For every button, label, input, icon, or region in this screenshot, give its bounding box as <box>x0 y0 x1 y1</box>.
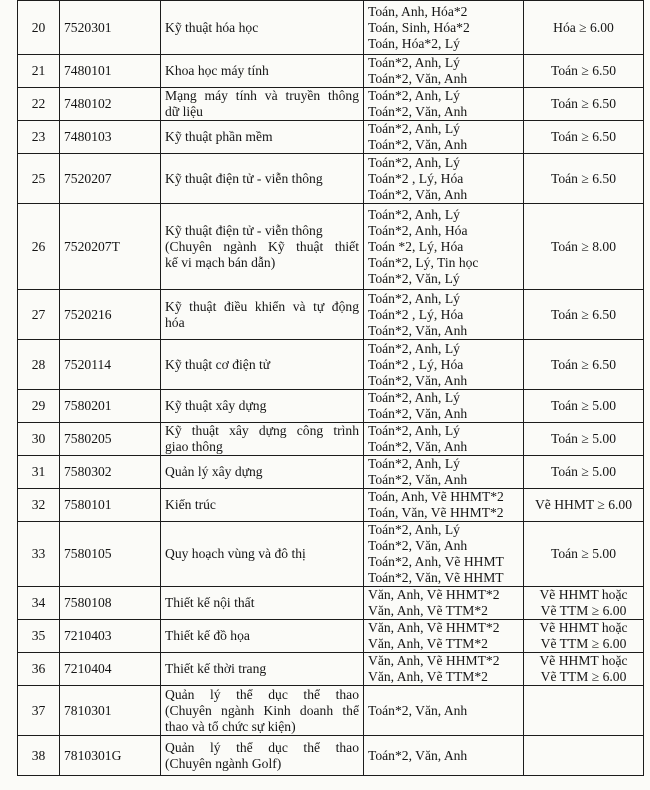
score-condition: Vẽ HHMT ≥ 6.00 <box>534 497 633 512</box>
major-name-cell <box>161 55 364 88</box>
table-row <box>18 121 644 154</box>
subject-combination: Toán*2, Anh, Lý <box>368 522 460 537</box>
table-row <box>18 290 644 340</box>
table-row <box>18 620 644 653</box>
score-condition-cell <box>524 686 644 736</box>
subject-combination-cell <box>364 423 524 456</box>
major-name-cell <box>161 620 364 653</box>
subject-combination-cell <box>364 587 524 620</box>
row-number-cell <box>18 686 60 736</box>
row-number: 29 <box>31 398 46 413</box>
row-number: 25 <box>31 170 46 186</box>
major-code-cell <box>60 340 161 390</box>
subject-combination: Toán*2, Văn, Anh <box>368 406 468 421</box>
subject-combination: Toán*2, Văn, Vẽ HHMT <box>368 570 504 585</box>
major-name-line: Quản lý thể dục thể thao <box>165 686 359 702</box>
major-name-cell <box>161 390 364 423</box>
subject-combination: Văn, Anh, Vẽ TTM*2 <box>368 636 488 651</box>
subject-combination-cell <box>364 686 524 736</box>
major-name-cell <box>161 686 364 736</box>
row-number-cell <box>18 489 60 522</box>
subject-combination: Toán*2, Anh, Lý <box>368 423 460 438</box>
row-number-cell <box>18 204 60 290</box>
major-name-cell <box>161 587 364 620</box>
table-row <box>18 522 644 587</box>
score-condition: Toán ≥ 6.50 <box>550 129 617 144</box>
major-name-cell <box>161 423 364 456</box>
major-code: 7810301G <box>64 747 122 763</box>
table-row <box>18 653 644 686</box>
row-number-cell <box>18 620 60 653</box>
subject-combination: Toán, Anh, Hóa*2 <box>368 3 468 19</box>
subject-combination-cell <box>364 522 524 587</box>
table-row <box>18 736 644 776</box>
subject-combination-cell <box>364 290 524 340</box>
major-code-cell <box>60 1 161 55</box>
subject-combination-cell <box>364 340 524 390</box>
major-name-line: (Chuyên ngành Golf) <box>165 755 282 771</box>
table-row <box>18 587 644 620</box>
subject-combination: Toán*2, Anh, Lý <box>368 290 460 306</box>
major-code-cell <box>60 736 161 776</box>
score-condition: Vẽ HHMT hoặc <box>539 653 628 668</box>
score-condition-cell <box>524 587 644 620</box>
subject-combination: Toán*2 , Lý, Hóa <box>368 306 464 322</box>
table-row <box>18 340 644 390</box>
subject-combination: Toán*2 , Lý, Hóa <box>368 356 464 372</box>
row-number: 33 <box>31 546 46 561</box>
subject-combination: Toán*2, Anh, Lý <box>368 390 460 405</box>
major-name-cell <box>161 653 364 686</box>
major-code-cell <box>60 653 161 686</box>
major-name-line: Thiết kế nội thất <box>165 595 255 610</box>
subject-combination-cell <box>364 620 524 653</box>
score-condition-cell <box>524 290 644 340</box>
row-number: 23 <box>31 129 46 144</box>
table-row <box>18 204 644 290</box>
subject-combination: Văn, Anh, Vẽ TTM*2 <box>368 603 488 618</box>
row-number: 26 <box>31 238 46 254</box>
major-name-line: Khoa học máy tính <box>165 63 269 78</box>
major-name-cell <box>161 522 364 587</box>
row-number: 27 <box>31 306 46 322</box>
subject-combination: Văn, Anh, Vẽ HHMT*2 <box>368 653 500 668</box>
major-name-line: Thiết kế đồ họa <box>165 628 250 643</box>
admissions-table <box>17 0 644 776</box>
table-row <box>18 1 644 55</box>
major-name-line: Kỹ thuật phần mềm <box>165 129 273 144</box>
row-number: 22 <box>31 96 46 111</box>
subject-combination-cell <box>364 653 524 686</box>
major-name-line: thao và tổ chức sự kiện) <box>165 718 296 734</box>
table-row <box>18 154 644 204</box>
major-code: 7580201 <box>64 398 112 413</box>
subject-combination-cell <box>364 736 524 776</box>
score-condition: Toán ≥ 6.50 <box>550 63 617 78</box>
major-name-cell <box>161 340 364 390</box>
major-name-cell <box>161 1 364 55</box>
score-condition-cell <box>524 423 644 456</box>
score-condition: Vẽ TTM ≥ 6.00 <box>540 669 627 684</box>
major-code: 7520207 <box>64 170 112 186</box>
score-condition: Toán ≥ 6.50 <box>550 170 617 186</box>
major-code-cell <box>60 204 161 290</box>
score-condition-cell <box>524 620 644 653</box>
table-row <box>18 88 644 121</box>
table-row <box>18 55 644 88</box>
score-condition-cell <box>524 489 644 522</box>
score-condition: Hóa ≥ 6.00 <box>553 19 614 35</box>
major-name-line: Kỹ thuật điều khiển và tự động <box>165 298 359 314</box>
major-name-line: Kỹ thuật xây dựng <box>165 398 267 413</box>
score-condition: Toán ≥ 5.00 <box>550 546 617 561</box>
score-condition-cell <box>524 653 644 686</box>
score-condition-cell <box>524 1 644 55</box>
major-name-line: dữ liệu <box>165 104 203 119</box>
major-code-cell <box>60 290 161 340</box>
table-row <box>18 456 644 489</box>
subject-combination: Toán*2, Văn, Anh <box>368 747 468 763</box>
table-row <box>18 423 644 456</box>
score-condition: Toán ≥ 6.50 <box>550 96 617 111</box>
major-name-line: Quản lý thể dục thể thao <box>165 739 359 755</box>
table-row <box>18 489 644 522</box>
table-row <box>18 686 644 736</box>
major-name-line: Mạng máy tính và truyền thông <box>165 88 359 103</box>
subject-combination: Toán *2, Lý, Hóa <box>368 238 464 254</box>
major-name-line: giao thông <box>165 439 223 454</box>
subject-combination: Toán*2, Anh, Lý <box>368 55 460 70</box>
row-number-cell <box>18 736 60 776</box>
major-code: 7520216 <box>64 306 112 322</box>
major-code: 7580205 <box>64 431 112 446</box>
row-number: 32 <box>31 497 46 512</box>
major-name-cell <box>161 736 364 776</box>
row-number-cell <box>18 1 60 55</box>
subject-combination-cell <box>364 489 524 522</box>
subject-combination: Toán*2, Anh, Lý <box>368 88 460 103</box>
row-number: 20 <box>31 19 46 35</box>
subject-combination: Văn, Anh, Vẽ HHMT*2 <box>368 620 500 635</box>
row-number-cell <box>18 653 60 686</box>
score-condition-cell <box>524 204 644 290</box>
subject-combination: Toán*2, Văn, Anh <box>368 439 468 454</box>
major-code-cell <box>60 686 161 736</box>
major-name-line: Kỹ thuật điện tử - viễn thông <box>165 170 323 186</box>
score-condition-cell <box>524 88 644 121</box>
subject-combination: Toán*2, Văn, Anh <box>368 186 468 202</box>
major-code: 7520207T <box>64 238 120 254</box>
score-condition-cell <box>524 154 644 204</box>
row-number: 36 <box>31 661 46 676</box>
major-code-cell <box>60 522 161 587</box>
row-number: 31 <box>31 464 46 479</box>
row-number-cell <box>18 154 60 204</box>
major-name-line: (Chuyên ngành Kỹ thuật thiết <box>165 238 359 254</box>
subject-combination: Toán*2, Anh, Hóa <box>368 222 468 238</box>
major-name-line: hóa <box>165 314 185 330</box>
major-code: 7580302 <box>64 464 112 479</box>
row-number: 30 <box>31 431 46 446</box>
row-number: 28 <box>31 356 46 372</box>
subject-combination: Toán*2, Anh, Lý <box>368 121 460 136</box>
row-number-cell <box>18 390 60 423</box>
subject-combination: Toán*2, Văn, Anh <box>368 372 468 388</box>
major-code-cell <box>60 587 161 620</box>
major-name-cell <box>161 489 364 522</box>
row-number: 34 <box>31 595 46 610</box>
subject-combination: Toán*2, Văn, Anh <box>368 472 468 487</box>
major-name-line: Quản lý xây dựng <box>165 464 263 479</box>
major-name-line: Quy hoạch vùng và đô thị <box>165 546 306 561</box>
row-number-cell <box>18 121 60 154</box>
subject-combination-cell <box>364 456 524 489</box>
major-code-cell <box>60 154 161 204</box>
score-condition-cell <box>524 456 644 489</box>
subject-combination: Toán*2, Văn, Anh <box>368 322 468 338</box>
major-code: 7480103 <box>64 129 112 144</box>
major-name-cell <box>161 290 364 340</box>
score-condition: Vẽ TTM ≥ 6.00 <box>540 603 627 618</box>
subject-combination: Toán, Anh, Vẽ HHMT*2 <box>368 489 504 504</box>
score-condition-cell <box>524 390 644 423</box>
major-code-cell <box>60 456 161 489</box>
subject-combination: Toán*2, Văn, Anh <box>368 71 468 86</box>
score-condition: Vẽ HHMT hoặc <box>539 587 628 602</box>
subject-combination: Toán*2, Lý, Tin học <box>368 254 479 270</box>
subject-combination: Toán*2, Anh, Lý <box>368 206 460 222</box>
major-name-cell <box>161 204 364 290</box>
row-number-cell <box>18 456 60 489</box>
subject-combination-cell <box>364 154 524 204</box>
table-body <box>18 1 644 776</box>
subject-combination-cell <box>364 55 524 88</box>
major-name-line: Thiết kế thời trang <box>165 661 267 676</box>
subject-combination: Toán*2, Văn, Anh <box>368 538 468 553</box>
major-name-cell <box>161 456 364 489</box>
major-code: 7210404 <box>64 661 112 676</box>
score-condition-cell <box>524 736 644 776</box>
subject-combination-cell <box>364 121 524 154</box>
subject-combination: Toán, Hóa*2, Lý <box>368 35 460 51</box>
major-name-cell <box>161 88 364 121</box>
subject-combination: Toán*2, Văn, Lý <box>368 270 460 286</box>
major-name-line: Kiến trúc <box>165 497 216 512</box>
subject-combination-cell <box>364 1 524 55</box>
major-code: 7520114 <box>64 356 112 372</box>
subject-combination: Toán*2, Văn, Anh <box>368 104 468 119</box>
subject-combination: Toán*2, Anh, Vẽ HHMT <box>368 554 504 569</box>
subject-combination: Toán*2 , Lý, Hóa <box>368 170 464 186</box>
major-code: 7480101 <box>64 63 112 78</box>
major-code: 7580108 <box>64 595 112 610</box>
major-code-cell <box>60 489 161 522</box>
row-number-cell <box>18 423 60 456</box>
score-condition: Toán ≥ 5.00 <box>550 464 617 479</box>
subject-combination: Toán*2, Anh, Lý <box>368 154 460 170</box>
row-number: 37 <box>31 702 46 718</box>
row-number-cell <box>18 55 60 88</box>
major-code: 7480102 <box>64 96 112 111</box>
score-condition-cell <box>524 522 644 587</box>
major-code-cell <box>60 620 161 653</box>
row-number-cell <box>18 290 60 340</box>
row-number: 21 <box>31 63 46 78</box>
major-name-line: Kỹ thuật cơ điện tử <box>165 356 271 372</box>
subject-combination: Toán*2, Văn, Anh <box>368 137 468 152</box>
major-name-line: Kỹ thuật điện tử - viễn thông <box>165 222 323 238</box>
major-code: 7580105 <box>64 546 112 561</box>
major-code: 7580101 <box>64 497 112 512</box>
subject-combination: Văn, Anh, Vẽ TTM*2 <box>368 669 488 684</box>
major-name-line: Kỹ thuật xây dựng công trình <box>165 423 359 438</box>
major-code-cell <box>60 390 161 423</box>
row-number-cell <box>18 587 60 620</box>
score-condition: Toán ≥ 5.00 <box>550 398 617 413</box>
subject-combination: Văn, Anh, Vẽ HHMT*2 <box>368 587 500 602</box>
subject-combination: Toán*2, Anh, Lý <box>368 456 460 471</box>
major-code: 7810301 <box>64 702 112 718</box>
major-name-line: Kỹ thuật hóa học <box>165 19 259 35</box>
major-code-cell <box>60 423 161 456</box>
major-name-line: (Chuyên ngành Kinh doanh thể <box>165 702 359 718</box>
subject-combination: Toán, Sinh, Hóa*2 <box>368 19 470 35</box>
row-number: 38 <box>31 747 46 763</box>
subject-combination-cell <box>364 390 524 423</box>
major-name-line: kế vi mạch bán dẫn) <box>165 254 276 270</box>
score-condition-cell <box>524 55 644 88</box>
row-number: 35 <box>31 628 46 643</box>
score-condition: Toán ≥ 6.50 <box>550 306 617 322</box>
subject-combination-cell <box>364 204 524 290</box>
row-number-cell <box>18 522 60 587</box>
subject-combination: Toán*2, Anh, Lý <box>368 340 460 356</box>
score-condition-cell <box>524 121 644 154</box>
major-name-cell <box>161 121 364 154</box>
row-number-cell <box>18 88 60 121</box>
major-code-cell <box>60 55 161 88</box>
table-row <box>18 390 644 423</box>
subject-combination: Toán, Văn, Vẽ HHMT*2 <box>368 505 504 520</box>
score-condition: Vẽ HHMT hoặc <box>539 620 628 635</box>
major-code: 7520301 <box>64 19 112 35</box>
major-code: 7210403 <box>64 628 112 643</box>
score-condition: Toán ≥ 8.00 <box>550 238 617 254</box>
score-condition: Vẽ TTM ≥ 6.00 <box>540 636 627 651</box>
major-code-cell <box>60 88 161 121</box>
subject-combination-cell <box>364 88 524 121</box>
subject-combination: Toán*2, Văn, Anh <box>368 702 468 718</box>
major-name-cell <box>161 154 364 204</box>
score-condition: Toán ≥ 5.00 <box>550 431 617 446</box>
score-condition-cell <box>524 340 644 390</box>
major-code-cell <box>60 121 161 154</box>
score-condition: Toán ≥ 6.50 <box>550 356 617 372</box>
row-number-cell <box>18 340 60 390</box>
